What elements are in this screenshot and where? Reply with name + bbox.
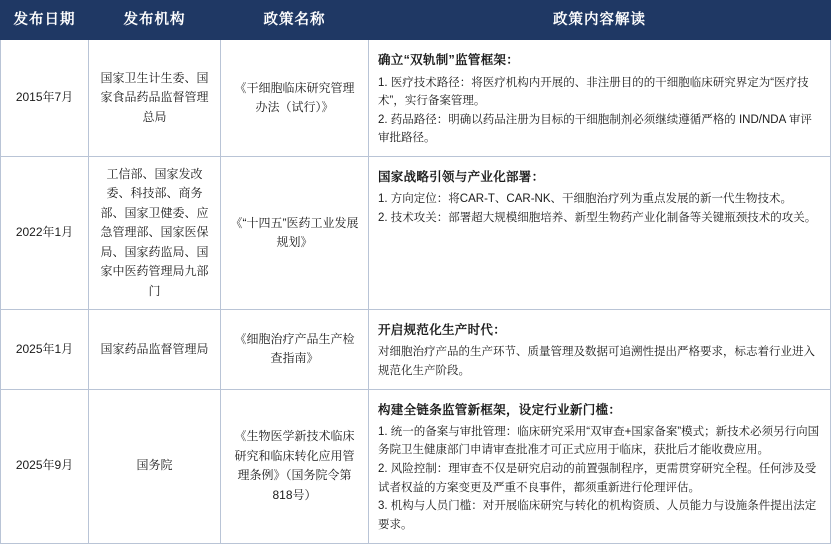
cell-org: 国家药品监督管理局 [89, 310, 221, 390]
cell-policy-name: 《干细胞临床研究管理办法（试行）》 [221, 40, 369, 157]
table-row [1, 40, 831, 157]
cell-policy-name: 《细胞治疗产品生产检查指南》 [221, 310, 369, 390]
content-line: 2. 风险控制：理审查不仅是研究启动的前置强制程序，更需贯穿研究全程。任何涉及受试者权益的方案变更及严重不良事件，都须重新进行伦理评估。 [378, 463, 817, 494]
table-body [1, 40, 831, 543]
table-row [1, 389, 831, 543]
column-header-content: 政策内容解读 [369, 1, 831, 40]
content-line: 2. 药品路径：明确以药品注册为目标的干细胞制剂必须继续遵循严格的 IND/NDA 审评审批路径。 [378, 113, 812, 145]
table-row [1, 157, 831, 310]
cell-date: 2015年7月 [1, 40, 89, 157]
column-header-name: 政策名称 [221, 1, 369, 40]
column-header-org: 发布机构 [89, 1, 221, 40]
table-header-row [1, 1, 831, 40]
content-title: 构建全链条监管新框架，设定行业新门槛： [378, 402, 622, 417]
cell-policy-content [369, 310, 831, 390]
cell-policy-content [369, 40, 831, 157]
cell-date: 2025年1月 [1, 310, 89, 390]
content-line: 对细胞治疗产品的生产环节、质量管理及数据可追溯性提出严格要求，标志着行业进入规范化生产阶段。 [378, 346, 815, 377]
cell-org: 工信部、国家发改委、科技部、商务部、国家卫健委、应急管理部、国家医保局、国家药监局、国家中医药管理局九部门 [89, 157, 221, 310]
content-line: 1. 医疗技术路径：将医疗机构内开展的、非注册目的的干细胞临床研究界定为“医疗技术”，实行备案管理。 [378, 76, 809, 108]
cell-org: 国务院 [89, 389, 221, 543]
content-line: 1. 方向定位：将CAR-T、CAR-NK、干细胞治疗列为重点发展的新一代生物技术。 [378, 193, 793, 206]
column-header-date: 发布日期 [1, 1, 89, 40]
cell-date: 2025年9月 [1, 389, 89, 543]
cell-policy-name: 《生物医学新技术临床研究和临床转化应用管理条例》（国务院令第818号） [221, 389, 369, 543]
cell-org: 国家卫生计生委、国家食品药品监督管理总局 [89, 40, 221, 157]
content-title: 确立“双轨制”监管框架： [378, 53, 520, 68]
cell-policy-content [369, 157, 831, 310]
cell-policy-content [369, 389, 831, 543]
content-line: 3. 机构与人员门槛：对开展临床研究与转化的机构资质、人员能力与设施条件提出法定要求。 [378, 500, 817, 531]
table-row [1, 310, 831, 390]
content-line: 1. 统一的备案与审批管理：临床研究采用“双审查+国家备案”模式；新技术必须另行向国务院卫生健康部门申请审查批准才可正式应用于临床，获批后才能收费应用。 [378, 425, 820, 457]
content-title: 国家战略引领与产业化部署： [378, 170, 545, 185]
content-line: 2. 技术攻关：部署超大规模细胞培养、新型生物药产业化制备等关键瓶颈技术的攻关。 [378, 211, 817, 224]
content-title: 开启规范化生产时代： [378, 323, 507, 338]
cell-date: 2022年1月 [1, 157, 89, 310]
cell-policy-name: 《“十四五”医药工业发展规划》 [221, 157, 369, 310]
table-header [1, 1, 831, 40]
